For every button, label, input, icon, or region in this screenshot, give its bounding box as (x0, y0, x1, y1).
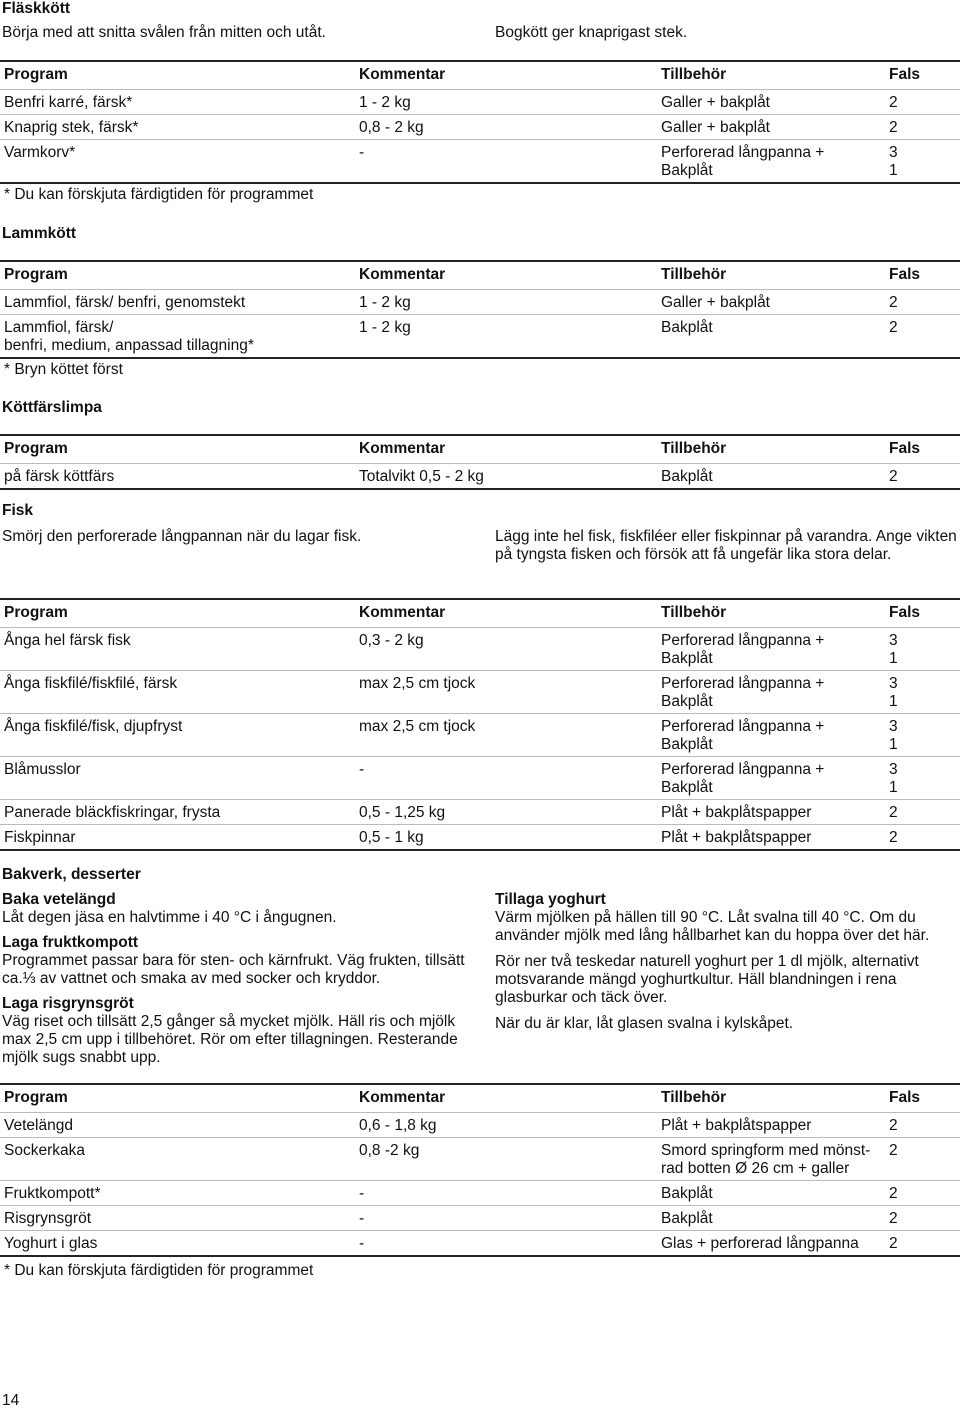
header-program: Program (4, 604, 68, 621)
cell-line: 3 (889, 761, 898, 778)
cell-tillbehor: Plåt + bakplåtspapper (661, 1117, 812, 1134)
cell-tillbehor: Galler + bakplåt (661, 294, 770, 311)
section-title-flaskkott: Fläskkött (2, 0, 71, 17)
table-row (0, 315, 960, 359)
header-tillbehor: Tillbehör (661, 266, 727, 283)
bakverk-right-column (495, 891, 960, 1033)
cell-line: Perforerad långpanna + (661, 632, 825, 649)
table-fisk (0, 598, 960, 851)
cell-program: Blåmusslor (4, 761, 81, 778)
cell-tillbehor: Plåt + bakplåtspapper (661, 829, 812, 846)
cell-line: Bakplåt (661, 650, 713, 667)
header-fals: Fals (889, 440, 921, 457)
cell-program: Fruktkompott* (4, 1185, 101, 1202)
fisk-intro-right: Lägg inte hel fisk, fiskfiléer eller fiskpinnar på varandra. Ange vikten på tyngsta fisken och försök att få ungefär lika stora delar. (495, 528, 957, 563)
cell-kommentar: 0,5 - 1,25 kg (359, 804, 446, 821)
table-row (0, 90, 960, 115)
header-kommentar: Kommentar (359, 266, 446, 283)
flaskkott-note: * Du kan förskjuta färdigtiden för programmet (4, 186, 314, 203)
cell-line: rad botten Ø 26 cm + galler (661, 1160, 850, 1177)
cell-fals: 2 (889, 119, 898, 136)
header-kommentar: Kommentar (359, 66, 446, 83)
cell-program: Fiskpinnar (4, 829, 76, 846)
cell-line: 3 (889, 675, 898, 692)
page-number: 14 (2, 1392, 20, 1409)
cell-program: Ånga fiskfilé/fisk, djupfryst (4, 718, 183, 735)
cell-program: Benfri karré, färsk* (4, 94, 133, 111)
cell-kommentar: 0,5 - 1 kg (359, 829, 424, 846)
cell-kommentar: - (359, 761, 365, 778)
cell-tillbehor: Galler + bakplåt (661, 119, 770, 136)
cell-program: Yoghurt i glas (4, 1235, 98, 1252)
cell-kommentar: 0,6 - 1,8 kg (359, 1117, 437, 1134)
cell-line: 3 (889, 718, 898, 735)
cell-line: Perforerad långpanna + (661, 144, 825, 161)
table-row (0, 800, 960, 825)
cell-tillbehor: Galler + bakplåt (661, 94, 770, 111)
paragraph: Låt degen jäsa en halvtimme i 40 °C i ångugnen. (2, 909, 337, 926)
paragraph: Väg riset och tillsätt 2,5 gånger så mycket mjölk. Häll ris och mjölk max 2,5 cm upp i tillbehöret. Rör om efter tillagningen. Resterande mjölk sugs snabbt upp. (2, 1013, 458, 1066)
cell-kommentar: max 2,5 cm tjock (359, 718, 476, 735)
header-tillbehor: Tillbehör (661, 440, 727, 457)
cell-kommentar: - (359, 1210, 365, 1227)
table-row (0, 1113, 960, 1138)
cell-kommentar: 0,8 -2 kg (359, 1142, 420, 1159)
fisk-intro-left: Smörj den perforerade långpannan när du lagar fisk. (2, 528, 362, 545)
cell-fals (889, 140, 960, 184)
cell-line: Bakplåt (661, 162, 713, 179)
header-tillbehor: Tillbehör (661, 66, 727, 83)
cell-kommentar: 1 - 2 kg (359, 94, 411, 111)
cell-line: Perforerad långpanna + (661, 675, 825, 692)
cell-line: 1 (889, 779, 898, 796)
table-row (0, 671, 960, 714)
cell-kommentar: Totalvikt 0,5 - 2 kg (359, 468, 484, 485)
cell-tillbehor (661, 671, 889, 714)
paragraph: Värm mjölken på hällen till 90 °C. Låt svalna till 40 °C. Om du använder mjölk med lång hållbarhet kan du hoppa över det här. (495, 909, 930, 944)
cell-fals: 2 (889, 1210, 898, 1227)
header-kommentar: Kommentar (359, 440, 446, 457)
subheading: Baka vetelängd (2, 891, 116, 908)
cell-tillbehor (661, 757, 889, 800)
table-row (0, 140, 960, 184)
cell-kommentar: max 2,5 cm tjock (359, 675, 476, 692)
table-flaskkott (0, 60, 960, 184)
cell-tillbehor: Plåt + bakplåtspapper (661, 804, 812, 821)
cell-line: Perforerad långpanna + (661, 761, 825, 778)
cell-program: Panerade bläckfiskringar, frysta (4, 804, 221, 821)
cell-line: Lammfiol, färsk/ (4, 319, 114, 336)
header-fals: Fals (889, 1089, 921, 1106)
table-header-row (0, 435, 960, 464)
subheading: Laga fruktkompott (2, 934, 139, 951)
cell-program: Ånga fiskfilé/fiskfilé, färsk (4, 675, 178, 692)
cell-line: 1 (889, 650, 898, 667)
cell-program: Sockerkaka (4, 1142, 85, 1159)
section-title-lammkott: Lammkött (2, 225, 77, 242)
cell-line: benfri, medium, anpassad tillagning* (4, 337, 254, 354)
table-header-row (0, 599, 960, 628)
cell-line: 3 (889, 632, 898, 649)
cell-fals: 2 (889, 1185, 898, 1202)
cell-program: Knaprig stek, färsk* (4, 119, 139, 136)
paragraph: Programmet passar bara för sten- och kärnfrukt. Väg frukten, tillsätt ca.⅓ av vattnet och smaka av med socker och kryddor. (2, 952, 465, 987)
table-lammkott (0, 260, 960, 359)
table-row (0, 464, 960, 490)
header-tillbehor: Tillbehör (661, 604, 727, 621)
cell-line: Bakplåt (661, 693, 713, 710)
cell-program: Varmkorv* (4, 144, 76, 161)
cell-line: Bakplåt (661, 779, 713, 796)
cell-kommentar: - (359, 144, 365, 161)
paragraph: Rör ner två teskedar naturell yoghurt per 1 dl mjölk, alternativt motsvarande mängd yoghurtkultur. Häll blandningen i rena glasburkar och täck över. (495, 953, 919, 1006)
paragraph: När du är klar, låt glasen svalna i kylskåpet. (495, 1015, 794, 1032)
table-row (0, 757, 960, 800)
table-row (0, 1231, 960, 1257)
cell-kommentar: 1 - 2 kg (359, 294, 411, 311)
cell-fals (889, 628, 960, 671)
header-fals: Fals (889, 604, 921, 621)
cell-fals (889, 757, 960, 800)
cell-tillbehor (661, 140, 889, 184)
table-row (0, 1181, 960, 1206)
cell-line: Bakplåt (661, 736, 713, 753)
header-program: Program (4, 440, 68, 457)
cell-kommentar: 0,8 - 2 kg (359, 119, 424, 136)
bakverk-left-column (2, 891, 472, 1067)
table-row (0, 1206, 960, 1231)
cell-fals: 2 (889, 829, 898, 846)
header-tillbehor: Tillbehör (661, 1089, 727, 1106)
cell-tillbehor (661, 714, 889, 757)
cell-fals: 2 (889, 319, 898, 336)
table-header-row (0, 261, 960, 290)
cell-program: Vetelängd (4, 1117, 73, 1134)
cell-fals: 2 (889, 294, 898, 311)
header-fals: Fals (889, 266, 921, 283)
header-kommentar: Kommentar (359, 604, 446, 621)
cell-line: 1 (889, 693, 898, 710)
table-row (0, 714, 960, 757)
header-program: Program (4, 1089, 68, 1106)
cell-fals: 2 (889, 804, 898, 821)
header-kommentar: Kommentar (359, 1089, 446, 1106)
table-kottfarslimpa (0, 434, 960, 490)
cell-fals: 2 (889, 1142, 898, 1159)
cell-fals: 2 (889, 1235, 898, 1252)
table-header-row (0, 61, 960, 90)
cell-program: Lammfiol, färsk/ benfri, genomstekt (4, 294, 246, 311)
cell-fals (889, 671, 960, 714)
flaskkott-intro-right: Bogkött ger knaprigast stek. (495, 24, 688, 41)
cell-tillbehor: Bakplåt (661, 1185, 713, 1202)
header-program: Program (4, 66, 68, 83)
cell-line: Perforerad långpanna + (661, 718, 825, 735)
subheading: Laga risgrynsgröt (2, 995, 134, 1012)
cell-program: på färsk köttfärs (4, 468, 115, 485)
table-row (0, 115, 960, 140)
cell-line: Smord springform med mönst- (661, 1142, 871, 1159)
subheading: Tillaga yoghurt (495, 891, 606, 908)
section-title-kottfarslimpa: Köttfärslimpa (2, 399, 102, 416)
table-header-row (0, 1084, 960, 1113)
section-title-fisk: Fisk (2, 502, 34, 519)
cell-tillbehor: Glas + perforerad långpanna (661, 1235, 859, 1252)
cell-program: Ånga hel färsk fisk (4, 632, 131, 649)
lammkott-note: * Bryn köttet först (4, 361, 123, 378)
cell-fals (889, 714, 960, 757)
cell-line: 3 (889, 144, 898, 161)
header-fals: Fals (889, 66, 921, 83)
cell-fals: 2 (889, 1117, 898, 1134)
table-row (0, 628, 960, 671)
cell-fals: 2 (889, 94, 898, 111)
cell-tillbehor (661, 628, 889, 671)
cell-line: 1 (889, 736, 898, 753)
table-row (0, 825, 960, 851)
header-program: Program (4, 266, 68, 283)
cell-tillbehor: Bakplåt (661, 319, 713, 336)
table-row (0, 1138, 960, 1181)
cell-kommentar: 0,3 - 2 kg (359, 632, 424, 649)
cell-fals: 2 (889, 468, 898, 485)
cell-tillbehor (661, 1138, 889, 1181)
cell-tillbehor: Bakplåt (661, 468, 713, 485)
cell-program: Risgrynsgröt (4, 1210, 91, 1227)
flaskkott-intro-left: Börja med att snitta svålen från mitten och utåt. (2, 24, 326, 41)
section-title-bakverk: Bakverk, desserter (2, 866, 141, 883)
table-row (0, 290, 960, 315)
bakverk-note: * Du kan förskjuta färdigtiden för programmet (4, 1262, 314, 1279)
cell-line: 1 (889, 162, 898, 179)
cell-kommentar: - (359, 1235, 365, 1252)
cell-kommentar: - (359, 1185, 365, 1202)
table-bakverk (0, 1083, 960, 1257)
cell-program (0, 315, 359, 359)
cell-kommentar: 1 - 2 kg (359, 319, 411, 336)
cell-tillbehor: Bakplåt (661, 1210, 713, 1227)
